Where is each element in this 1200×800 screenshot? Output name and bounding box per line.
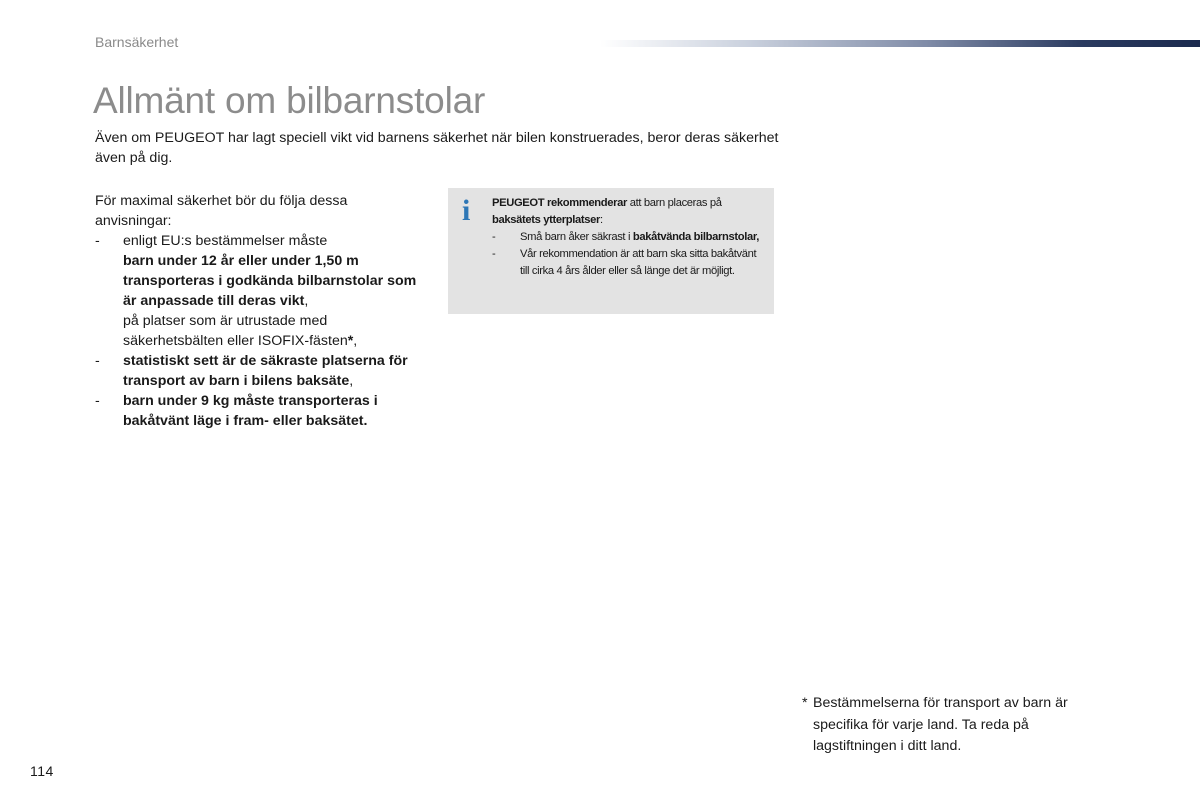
list-item-bold: barn under 12 år eller under 1,50 m transporteras i godkända bilbarnstolar som är anpassade till deras vikt (123, 253, 417, 309)
info-item-text: Vår rekommendation är att barn ska sitta bakåtvänt till cirka 4 års ålder eller så länge det är möjligt. (520, 248, 757, 277)
list-item (95, 391, 425, 431)
list-item (95, 231, 425, 351)
list-item-punct: , (349, 373, 354, 389)
info-text (492, 195, 767, 280)
list-item (95, 351, 425, 391)
info-list-item (492, 246, 767, 280)
info-lead-bold: PEUGEOT rekommenderar (492, 197, 628, 209)
list-dash: - (492, 248, 496, 260)
footnote-text: Bestämmelserna för transport av barn är specifika för varje land. Ta reda på lagstiftningen i ditt land. (813, 695, 1068, 754)
info-icon: i (462, 194, 471, 227)
list-item-text: enligt EU:s bestämmelser måste (123, 233, 328, 249)
list-item-punct: , (304, 293, 309, 309)
section-label: Barnsäkerhet (95, 34, 179, 50)
page-title: Allmänt om bilbarnstolar (93, 80, 486, 121)
info-item-text: Små barn åker säkrast i (520, 231, 633, 243)
footnote-star: * (802, 695, 808, 711)
header-gradient-bar (600, 40, 1200, 47)
list-dash: - (95, 353, 100, 369)
instructions-list (95, 231, 425, 431)
intro-paragraph: Även om PEUGEOT har lagt speciell vikt vid barnens säkerhet när bilen konstruerades, beror deras säkerhet även på dig. (95, 130, 779, 166)
footnote-marker: * (347, 333, 354, 349)
info-lead-text: att barn placeras på (627, 197, 722, 209)
list-item-bold: statistiskt sett är de säkraste platserna för transport av barn i bilens baksäte (123, 353, 408, 389)
list-item-bold: barn under 9 kg måste transporteras i bakåtvänt läge i fram- eller baksätet. (123, 393, 378, 429)
info-lead-bold: baksätets ytterplatser (492, 214, 600, 226)
list-item-punct: , (353, 333, 358, 349)
page-number: 114 (30, 763, 54, 779)
list-dash: - (95, 233, 100, 249)
info-list (492, 229, 767, 280)
info-item-bold: bakåtvända bilbarnstolar, (632, 231, 760, 243)
instructions-column (95, 191, 425, 431)
info-box (448, 188, 774, 314)
info-list-item (492, 229, 767, 246)
footnote (802, 693, 1092, 758)
list-dash: - (492, 231, 496, 243)
info-lead-punct: : (599, 214, 603, 226)
list-item-text: på platser som är utrustade med säkerhetsbälten eller ISOFIX-fästen (123, 313, 348, 349)
info-lead (492, 195, 767, 229)
list-dash: - (95, 393, 100, 409)
instructions-lead: För maximal säkerhet bör du följa dessa anvisningar: (95, 193, 348, 229)
